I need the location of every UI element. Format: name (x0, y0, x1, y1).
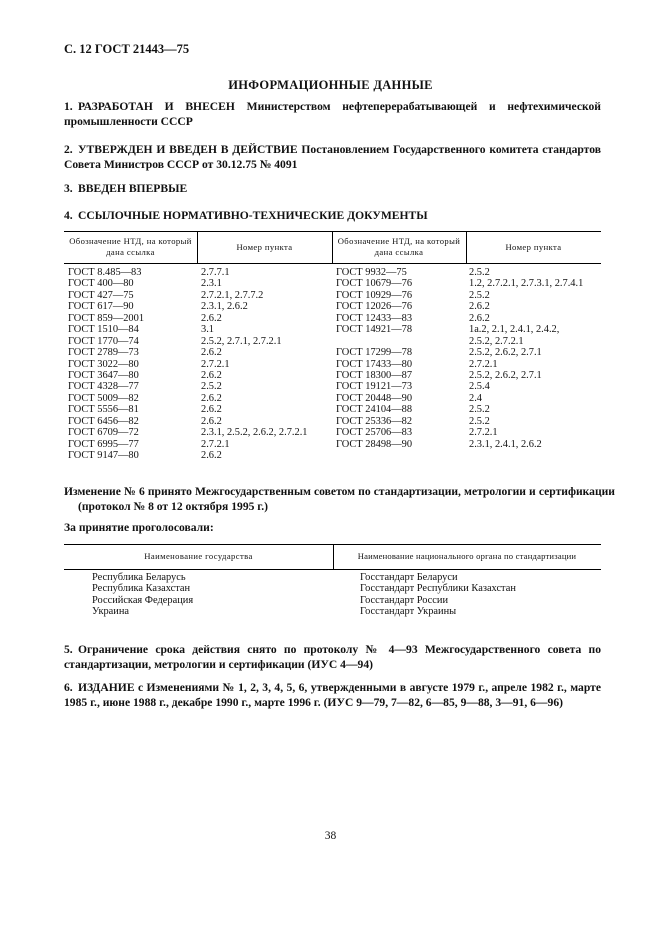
table-cell: ГОСТ 2789—73 (68, 347, 139, 359)
item-3: 3. ВВЕДЕН ВПЕРВЫЕ (64, 182, 188, 195)
table-cell: 2.5.2 (201, 381, 222, 393)
table-cell: 2.6.2 (201, 415, 222, 427)
votes-states-column (92, 572, 193, 618)
table-header-rule (64, 263, 601, 264)
table-cell: ГОСТ 617—90 (68, 301, 134, 313)
table-cell: ГОСТ 24104—88 (336, 404, 413, 416)
table-cell: ГОСТ 20448—90 (336, 392, 413, 404)
table-cell: 2.5.4 (469, 381, 490, 393)
header-doc-right: Обозначение НТД, на который дана ссылка (337, 236, 461, 257)
item-1: 1. РАЗРАБОТАН И ВНЕСЕН Министерством нефтеперерабатывающей и нефтехимической промышленности СССР (64, 100, 601, 128)
votes-header-rule (64, 569, 601, 570)
votes-title: За принятие проголосовали: (64, 521, 214, 534)
right-point-column (469, 267, 583, 450)
table-cell: ГОСТ 8.485—83 (68, 267, 142, 278)
table-cell: Республика Беларусь (92, 572, 186, 583)
table-cell: 2.7.2.1 (201, 438, 230, 450)
table-cell: Российская Федерация (92, 594, 194, 606)
votes-header-state: Наименование государства (144, 551, 253, 561)
table-cell: ГОСТ 17433—80 (336, 358, 413, 370)
table-cell: ГОСТ 14921—78 (336, 324, 413, 336)
table-cell: 2.5.2, 2.7.1, 2.7.2.1 (201, 335, 282, 347)
table-cell: ГОСТ 6456—82 (68, 415, 139, 427)
table-cell: ГОСТ 4328—77 (68, 381, 139, 393)
table-cell: 2.5.2, 2.6.2, 2.7.1 (469, 347, 542, 359)
table-cell: ГОСТ 19121—73 (336, 381, 413, 393)
table-cell: 2.3.1, 2.4.1, 2.6.2 (469, 438, 542, 450)
table-cell: ГОСТ 3022—80 (68, 358, 139, 370)
table-cell: ГОСТ 6995—77 (68, 438, 139, 450)
table-cell: 2.5.2, 2.6.2, 2.7.1 (469, 369, 542, 381)
table-cell: 2.7.2.1 (469, 358, 498, 370)
table-cell: 3.1 (201, 324, 214, 336)
table-cell: ГОСТ 400—80 (68, 278, 134, 290)
table-cell: ГОСТ 25336—82 (336, 415, 413, 427)
table-cell: 2.6.2 (201, 312, 222, 324)
table-cell: ГОСТ 859—2001 (68, 312, 145, 324)
table-cell: 2.4 (469, 392, 482, 404)
votes-bodies-column (360, 572, 516, 618)
table-cell: ГОСТ 10679—76 (336, 278, 413, 290)
table-cell: ГОСТ 12026—76 (336, 301, 413, 313)
table-cell: ГОСТ 18300—87 (336, 369, 413, 381)
page-number: 38 (324, 830, 337, 842)
item-5: 5. Ограничение срока действия снято по протоколу № 4—93 Межгосударственного совета по стандартизации, метрологии и сертификации (ИУС 4—94) (64, 643, 601, 671)
table-cell: ГОСТ 1510—84 (68, 324, 139, 336)
table-cell: 2.6.2 (201, 450, 222, 461)
table-cell: Республика Казахстан (92, 583, 191, 595)
table-cell: Госстандарт Республики Казахстан (360, 583, 516, 595)
table-cell: 2.6.2 (201, 392, 222, 404)
table-cell: ГОСТ 28498—90 (336, 438, 413, 450)
header-point-right: Номер пункта (505, 242, 562, 252)
right-doc-column (336, 267, 412, 450)
table-cell: 2.3.1 (201, 278, 222, 290)
item-2: 2. УТВЕРЖДЕН И ВВЕДЕН В ДЕЙСТВИЕ Постановлением Государственного комитета стандартов Совета Министров СССР от 30.12.75 № 4091 (64, 143, 601, 171)
header-point-left: Номер пункта (236, 242, 293, 252)
item-4: 4. ССЫЛОЧНЫЕ НОРМАТИВНО-ТЕХНИЧЕСКИЕ ДОКУМЕНТЫ (64, 209, 428, 222)
table-cell: ГОСТ 25706—83 (336, 427, 413, 439)
table-cell: ГОСТ 1770—74 (68, 335, 139, 347)
table-cell: ГОСТ 5009—82 (68, 392, 139, 404)
table-cell: 2.7.2.1 (469, 427, 498, 439)
table-cell: 2.7.2.1, 2.7.7.2 (201, 289, 264, 301)
table-cell: ГОСТ 17299—78 (336, 347, 413, 359)
table-cell: Госстандарт Украины (360, 606, 457, 618)
table-cell: 1.2, 2.7.2.1, 2.7.3.1, 2.7.4.1 (469, 278, 584, 290)
table-cell: 2.5.2 (469, 404, 490, 416)
table-cell: ГОСТ 427—75 (68, 289, 134, 301)
table-cell: 2.5.2 (469, 289, 490, 301)
table-cell: Украина (92, 606, 130, 618)
table-cell: ГОСТ 9147—80 (68, 450, 139, 461)
table-cell: 2.6.2 (201, 347, 222, 359)
item-6: 6. ИЗДАНИЕ с Изменениями № 1, 2, 3, 4, 5, 6, утвержденными в августе 1979 г., апреле 1982 г., марте 1985 г., июне 1988 г., декабре 1990 г., марте 1996 г. (ИУС 9—79, 7—82, 6—85, 9—88, 3—91, 6—96) (64, 681, 601, 709)
table-cell: ГОСТ 3647—80 (68, 369, 139, 381)
left-point-column (201, 267, 308, 461)
header-doc-left: Обозначение НТД, на который дана ссылка (69, 236, 192, 257)
table-cell: 2.6.2 (469, 301, 490, 313)
page-header: С. 12 ГОСТ 21443—75 (64, 42, 190, 56)
table-cell: Госстандарт Беларуси (360, 572, 458, 583)
table-cell: 2.6.2 (201, 369, 222, 381)
left-doc-column (68, 267, 144, 461)
votes-header-body: Наименование национального органа по стандартизации (357, 551, 577, 561)
table-cell: 2.3.1, 2.6.2 (201, 301, 248, 313)
table-cell: ГОСТ 9932—75 (336, 267, 407, 278)
table-cell: ГОСТ 6709—72 (68, 427, 139, 439)
table-cell: 2.7.2.1 (201, 358, 230, 370)
table-cell: ГОСТ 10929—76 (336, 289, 413, 301)
table-cell: 2.5.2 (469, 267, 490, 278)
document-title: ИНФОРМАЦИОННЫЕ ДАННЫЕ (228, 78, 433, 92)
table-cell: 2.6.2 (469, 312, 490, 324)
table-cell: ГОСТ 12433—83 (336, 312, 413, 324)
table-cell: ГОСТ 5556—81 (68, 404, 139, 416)
amendment-note: Изменение № 6 принято Межгосударственным советом по стандартизации, метрологии и сертификации (протокол № 8 от 12 октября 1995 г.) (64, 485, 615, 513)
table-cell: 2.5.2 (469, 415, 490, 427)
table-cell: Госстандарт России (360, 594, 449, 606)
table-cell: 1а.2, 2.1, 2.4.1, 2.4.2, (469, 324, 560, 336)
table-cell: 2.7.7.1 (201, 267, 230, 278)
table-cell: 2.6.2 (201, 404, 222, 416)
table-cell (336, 336, 412, 347)
table-cell: 2.5.2, 2.7.2.1 (469, 335, 524, 347)
table-cell: 2.3.1, 2.5.2, 2.6.2, 2.7.2.1 (201, 427, 308, 439)
